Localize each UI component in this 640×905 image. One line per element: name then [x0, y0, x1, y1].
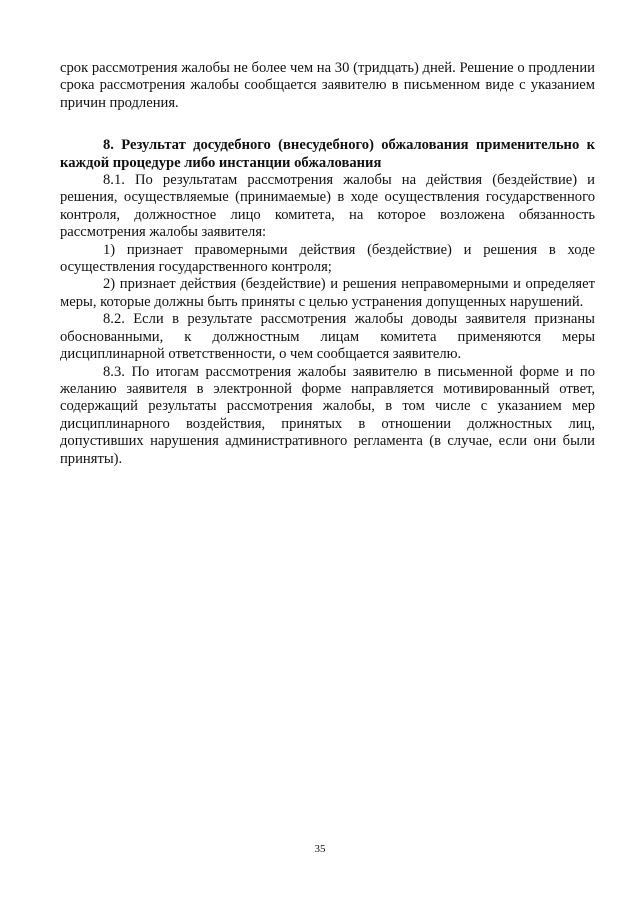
paragraph-8-2: 8.2. Если в результате рассмотрения жалобы доводы заявителя признаны обоснованными, к должностным лицам комитета применяются меры дисциплинарной ответственности, о чем сообщается заявителю. — [60, 311, 595, 363]
section-heading: 8. Результат досудебного (внесудебного) обжалования применительно к каждой процедуре либо инстанции обжалования — [60, 137, 595, 171]
paragraph-item-2: 2) признает действия (бездействие) и решения неправомерными и определяет меры, которые должны быть приняты с целью устранения допущенных нарушений. — [60, 276, 595, 310]
paragraph-8-3: 8.3. По итогам рассмотрения жалобы заявителю в письменной форме и по желанию заявителя в электронной форме направляется мотивированный ответ, содержащий результаты рассмотрения жалобы, в том числе с указанием мер дисциплинарного воздействия, принятых в отношении должностных лиц, допустивших нарушения административного регламента (в случае, если они были приняты). — [60, 363, 595, 467]
page-number: 35 — [314, 843, 326, 855]
intro-paragraph: срок рассмотрения жалобы не более чем на 30 (тридцать) дней. Решение о продлении срока рассмотрения жалобы сообщается заявителю в письменном виде с указанием причин продления. — [60, 60, 595, 111]
document-body — [60, 60, 595, 468]
paragraph-item-1: 1) признает правомерными действия (бездействие) и решения в ходе осуществления государственного контроля; — [60, 241, 595, 276]
paragraph-8-1: 8.1. По результатам рассмотрения жалобы на действия (бездействие) и решения, осуществляемые (принимаемые) в ходе осуществления государственного контроля, должностное лицо комитета, на которое возложена обязанность рассмотрения жалобы заявителя: — [60, 172, 595, 241]
